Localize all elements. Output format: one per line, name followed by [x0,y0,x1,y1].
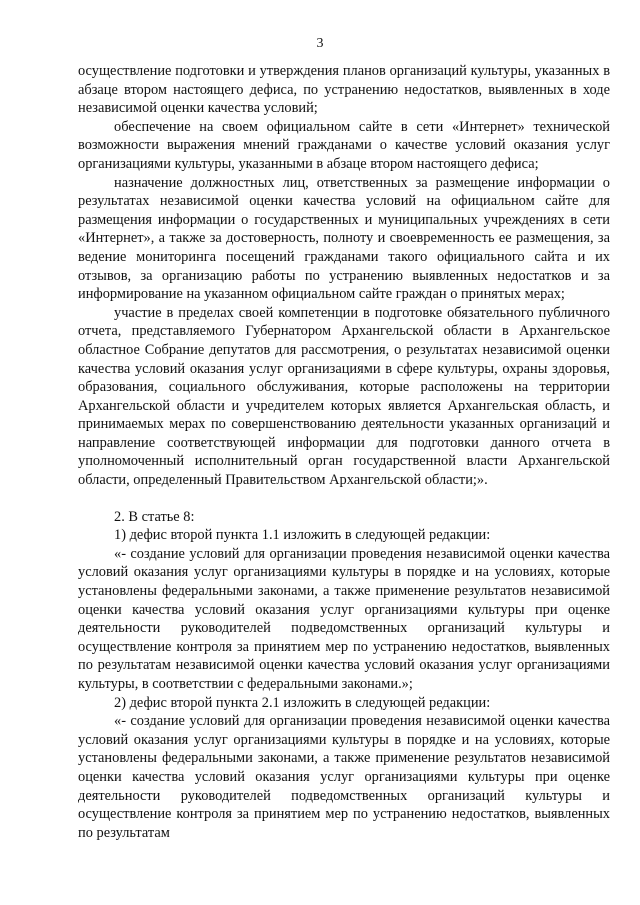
paragraph: участие в пределах своей компетенции в подготовке обязательного публичного отчета, представляемого Губернатором Архангельской области в Архангельское областное Собрание депутатов для рассмотрения, о результатах независимой оценки качества условий оказания услуг организациями в сфере культуры, охраны здоровья, образования, социального обслуживания, которые расположены на территории Архангельской области и учредителем которых является Архангельская область, и принимаемых мерах по совершенствованию деятельности указанных организаций и направление соответствующей информации для подготовки данного отчета в уполномоченный исполнительный орган государственной власти Архангельской области, определенный Правительством Архангельской области;». [78,304,610,489]
paragraph: обеспечение на своем официальном сайте в сети «Интернет» технической возможности выражения мнений гражданами о качестве условий оказания услуг организациями культуры, указанными в абзаце втором настоящего дефиса; [78,118,610,172]
paragraph: назначение должностных лиц, ответственных за размещение информации о результатах независимой оценки качества условий на официальном сайте для размещения информации о государственных и муниципальных учреждениях в сети «Интернет», а также за достоверность, полноту и своевременность ее размещения, за ведение мониторинга посещений гражданами такого официального сайта и их отзывов, за организацию работы по устранению выявленных недостатков и за информирование на указанном официальном сайте граждан о принятых мерах; [78,174,610,303]
section-heading: 2. В статье 8: [114,508,195,525]
amendment-item: 2) дефис второй пункта 2.1 изложить в следующей редакции: [114,694,491,711]
amendment-text: «- создание условий для организации проведения независимой оценки качества условий оказания услуг организациями культуры в порядке и на условиях, которые установлены федеральными законами, а также применение результатов независимой оценки качества условий оказания услуг организациями культуры при оценке деятельности руководителей подведомственных организаций культуры и осуществление контроля за принятием мер по устранению недостатков, выявленных по результатам независимой оценки качества условий оказания услуг организациями культуры, в соответствии с федеральными законами.»; [78,545,610,692]
paragraph-continuation: осуществление подготовки и утверждения планов организаций культуры, указанных в абзаце втором настоящего дефиса, по устранению недостатков, выявленных в ходе независимой оценки качества условий; [78,63,610,117]
page-number: 3 [316,36,324,51]
amendment-text: «- создание условий для организации проведения независимой оценки качества условий оказания услуг организациями культуры в порядке и на условиях, которые установлены федеральными законами, а также применение результатов независимой оценки качества условий оказания услуг организациями культуры при оценке деятельности руководителей подведомственных организаций культуры и осуществление контроля за принятием мер по устранению недостатков, выявленных по результатам [78,713,610,841]
document-body [78,62,610,842]
amendment-item: 1) дефис второй пункта 1.1 изложить в следующей редакции: [114,527,491,544]
